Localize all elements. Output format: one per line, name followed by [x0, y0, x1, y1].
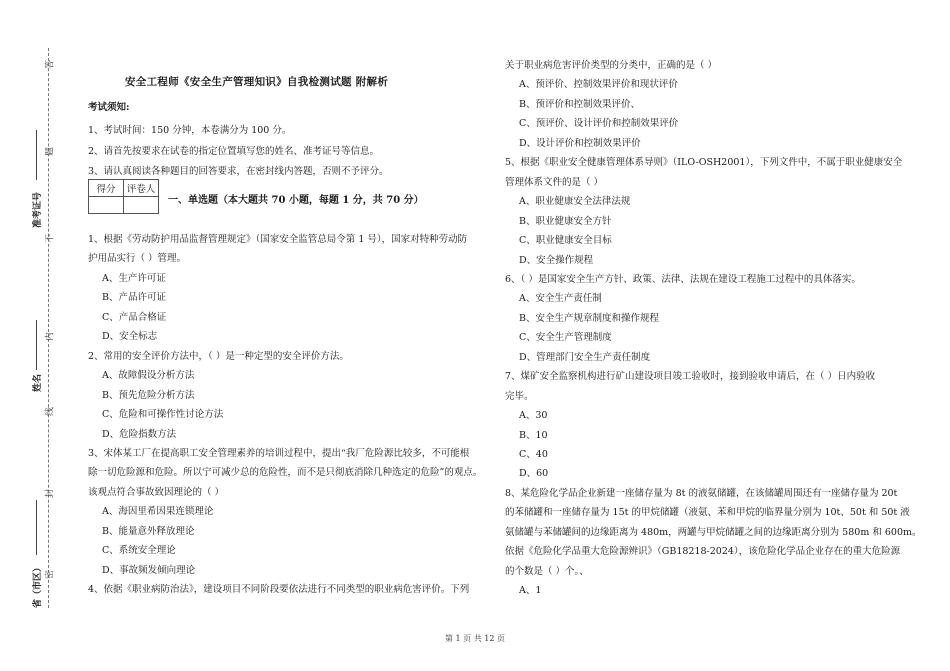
- name-label: 姓名: [33, 373, 43, 392]
- question-text: 关于职业病危害评价类型的分类中，正确的是（ ）: [505, 60, 718, 71]
- question-text: 依据《危险化学品重大危险源辨识》（GB18218-2024），该危险化学品企业存在的重大危险源: [505, 546, 901, 558]
- answer-option[interactable]: D、安全标志: [102, 331, 158, 343]
- question-text: 8、某危险化学品企业新建一座储存量为 8t 的液氨储罐，在该储罐周围还有一座储存量为 20t: [505, 487, 898, 499]
- question-text: 除一切危险源和危险。所以宁可减少总的危险性，而不是只彻底消除几种选定的危险”的观点。: [88, 467, 483, 479]
- answer-option[interactable]: A、安全生产责任制: [519, 293, 602, 305]
- binding-char: 线: [45, 407, 56, 417]
- answer-option[interactable]: D、安全操作规程: [519, 254, 594, 266]
- question-text: 的苯储罐和一座储存量为 15t 的甲烷储罐（液氨、苯和甲烷的临界量分别为 10t、50t 和 50t 液: [505, 507, 910, 519]
- seal-dashed-line: [48, 48, 49, 608]
- binding-char: 内: [45, 332, 56, 342]
- answer-option[interactable]: A、生产许可证: [102, 272, 166, 284]
- notice-heading: 考试须知:: [88, 102, 130, 113]
- question-text: 氨储罐与苯储罐间的边缘距离为 480m，两罐与甲烷储罐之间的边缘距离分别为 580m 和 600m。: [505, 526, 922, 538]
- notice-item: 2、请首先按要求在试卷的指定位置填写您的姓名、准考证号等信息。: [88, 146, 380, 157]
- section-heading: 一、单选题（本大题共 70 小题，每题 1 分，共 70 分）: [168, 195, 424, 206]
- answer-option[interactable]: A、故障假设分析方法: [102, 370, 195, 382]
- answer-option[interactable]: B、能量意外释放理论: [102, 525, 195, 537]
- question-text: 2、常用的安全评价方法中，（ ）是一种定型的安全评价方法。: [88, 350, 349, 362]
- question-text: 4、依据《职业病防治法》，建设项目不同阶段要依法进行不同类型的职业病危害评价。下列: [88, 584, 470, 596]
- answer-option[interactable]: B、产品许可证: [102, 292, 166, 304]
- question-text: 管理体系文件的是（ ）: [505, 176, 604, 188]
- grader-label: 评卷人: [124, 180, 159, 197]
- answer-option[interactable]: C、安全生产管理制度: [519, 332, 612, 344]
- binding-char: 封: [45, 489, 56, 499]
- page-footer: 第 1 页 共 12 页: [445, 634, 505, 643]
- score-label: 得分: [89, 180, 124, 197]
- question-text: 的个数是（ ）个。、: [505, 565, 589, 577]
- answer-option[interactable]: A、1: [519, 585, 542, 597]
- answer-option[interactable]: C、系统安全理论: [102, 545, 176, 557]
- answer-option[interactable]: A、30: [519, 410, 548, 422]
- question-text: 完毕。: [505, 390, 534, 402]
- answer-option[interactable]: D、设计评价和控制效果评价: [519, 137, 641, 149]
- question-text: 1、根据《劳动防护用品监督管理规定》（国家安全监管总局令第 1 号），国家对特种劳动防: [88, 234, 468, 245]
- binding-char: 题: [45, 147, 56, 157]
- question-text: 该观点符合事故致因理论的（ ）: [88, 486, 225, 498]
- answer-option[interactable]: A、预评价、控制效果评价和现状评价: [519, 79, 678, 91]
- binding-char: 密: [45, 570, 56, 580]
- region-field-line: [36, 500, 38, 555]
- question-text: 7、煤矿安全监察机构进行矿山建设项目竣工验收时，接到验收申请后，在（ ）日内验收: [505, 371, 876, 383]
- page-title: 安全工程师《安全生产管理知识》自我检测试题 附解析: [125, 76, 389, 88]
- answer-option[interactable]: C、产品合格证: [102, 311, 167, 323]
- answer-option[interactable]: D、管理部门安全生产责任制度: [519, 351, 651, 363]
- question-text: 护用品实行（ ）管理。: [88, 253, 187, 265]
- answer-option[interactable]: C、预评价、设计评价和控制效果评价: [519, 118, 679, 130]
- answer-option[interactable]: D、危险指数方法: [102, 428, 177, 440]
- score-box: [88, 179, 159, 214]
- grader-cell[interactable]: [124, 197, 159, 214]
- answer-option[interactable]: A、职业健康安全法律法规: [519, 196, 631, 208]
- answer-option[interactable]: C、40: [519, 449, 548, 460]
- region-label: 省（市区）: [33, 562, 43, 608]
- answer-option[interactable]: C、职业健康安全目标: [519, 235, 612, 247]
- binding-char: 不: [45, 234, 56, 244]
- answer-option[interactable]: D、事故频发倾向理论: [102, 564, 196, 576]
- id-label: 准考证号: [33, 191, 43, 228]
- notice-item: 1、考试时间：150 分钟，本卷满分为 100 分。: [88, 125, 292, 136]
- answer-option[interactable]: B、预先危险分析方法: [102, 389, 195, 401]
- question-text: 3、宋体某工厂在提高职工安全管理素养的培训过程中，提出“我厂危险源比较多，不可能根: [88, 447, 470, 459]
- answer-option[interactable]: D、60: [519, 468, 549, 480]
- question-text: 5、根据《职业安全健康管理体系导则》（ILO-OSH2001），下列文件中，不属于职业健康安全: [505, 157, 903, 169]
- answer-option[interactable]: B、预评价和控制效果评价、: [519, 98, 640, 110]
- answer-option[interactable]: B、职业健康安全方针: [519, 215, 612, 227]
- question-text: 6、（ ）是国家安全生产方针、政策、法律、法规在建设工程施工过程中的具体落实。: [505, 273, 861, 285]
- score-cell[interactable]: [89, 197, 124, 214]
- notice-item: 3、请认真阅读各种题目的回答要求，在密封线内答题，否则不予评分。: [88, 166, 389, 177]
- answer-option[interactable]: A、海因里希因果连锁理论: [102, 506, 214, 518]
- binding-char: 答: [45, 60, 56, 70]
- answer-option[interactable]: B、10: [519, 429, 548, 441]
- id-field-line: [36, 130, 38, 180]
- name-field-line: [36, 320, 38, 370]
- answer-option[interactable]: C、危险和可操作性讨论方法: [102, 409, 224, 421]
- answer-option[interactable]: B、安全生产规章制度和操作规程: [519, 312, 659, 324]
- binding-margin: [0, 0, 70, 671]
